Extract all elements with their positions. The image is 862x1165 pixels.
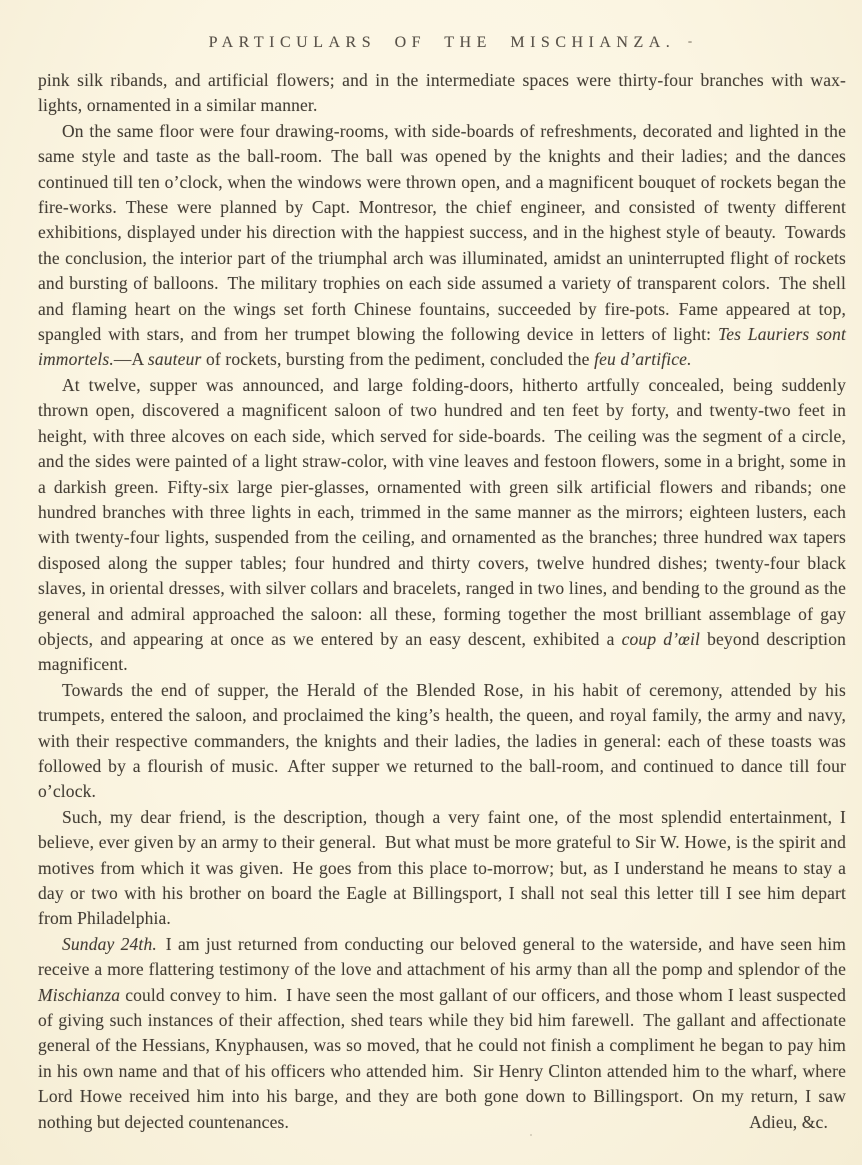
text-segment: —A xyxy=(113,349,148,370)
text-segment: I am just returned from conducting our beloved general to the waterside, and have seen him receive a more flattering testimony of the love and attachment of his army than all the pomp and splendor of the xyxy=(38,933,846,980)
text-segment: At twelve, supper was announced, and large folding-doors, hitherto artfully concealed, being suddenly thrown open, discovered a magnificent saloon of two hundred and ten feet by forty, and twenty-two feet in height, with three alcoves on each side, which served for side-boards. The ceiling was the segment of a circle, and the sides were painted of a light straw-color, with vine leaves and festoon flowers, some in a bright, some in a darkish green. Fifty-six large pier-glasses, ornamented with green silk artificial flowers and ribands; one hundred branches with three lights in each, trimmed in the same manner as the mirrors; eighteen lusters, each with twenty-four lights, suspended from the ceiling, and ornamented as the branches; three hundred wax tapers disposed along the supper tables; four hundred and thirty covers, twelve hundred dishes; twenty-four black slaves, in oriental dresses, with silver collars and bracelets, ranged in two lines, and bending to the ground as the general and admiral approached the saloon: all these, forming together the most brilliant assemblage of gay objects, and appearing at once as we entered by an easy descent, exhibited a xyxy=(38,374,846,649)
text-segment: beyond description magnificent. xyxy=(38,628,846,675)
text-segment: Mischianza xyxy=(38,984,121,1005)
text-segment: pink silk ribands, and artificial flowers; and in the intermediate spaces were thirty-four branches with wax-lights, ornamented in a similar manner. xyxy=(38,70,846,116)
text-segment: Such, my dear friend, is the description, though a very faint one, of the most splendid entertainment, I believe, ever given by an army to their general. But what must be more grateful to Sir W. Howe, is the spirit and motives from which it was given. He goes from this place to-morrow; but, as I understand he means to stay a day or two with his brother on board the Eagle at Billingsport, I shall not seal this letter till I see him depart from Philadelphia. xyxy=(38,806,846,929)
scan-speck xyxy=(530,1134,532,1136)
text-segment: sauteur xyxy=(147,349,202,370)
page-body xyxy=(38,68,846,1135)
text-segment: of rockets, bursting from the pediment, concluded the xyxy=(201,349,595,370)
text-segment: could convey to him. I have seen the most gallant of our officers, and those whom I least suspected of giving such instances of their affection, shed tears while they bid him farewell. The gallant and affectionate general of the Hessians, Knyphausen, was so moved, that he could not finish a compliment he began to pay him in his own name and that of his officers who attended him. Sir Henry Clinton attended him to the wharf, where Lord Howe received him into his barge, and they are both gone down to Billingsport. On my return, I saw nothing but dejected countenances. xyxy=(38,984,846,1132)
text-segment: coup d’œil xyxy=(621,628,701,649)
paragraph xyxy=(38,678,846,805)
text-segment: feu d’artifice. xyxy=(594,349,692,370)
scan-speck xyxy=(688,41,692,43)
text-segment: Tes Lauriers sont immortels. xyxy=(38,324,846,370)
paragraph xyxy=(38,119,846,373)
signoff-text: Adieu, &c. xyxy=(749,1111,828,1132)
text-segment: Towards the end of supper, the Herald of the Blended Rose, in his habit of ceremony, attended by his trumpets, entered the saloon, and proclaimed the king’s health, the queen, and royal family, the army and navy, with their respective commanders, the knights and their ladies, the ladies in general: each of these toasts was followed by a flourish of music. After supper we returned to the ball-room, and continued to dance till four o’clock. xyxy=(38,679,846,802)
paragraph xyxy=(38,932,846,1135)
text-segment: On the same floor were four drawing-rooms, with side-boards of refreshments, decorated and lighted in the same style and taste as the ball-room. The ball was opened by the knights and their ladies; and the dances continued till ten o’clock, when the windows were thrown open, and a magnificent bouquet of rockets began the fire-works. These were planned by Capt. Montresor, the chief engineer, and consisted of twenty different exhibitions, displayed under his direction with the happiest success, and in the highest style of beauty. Towards the conclusion, the interior part of the triumphal arch was illuminated, amidst an uninterrupted flight of rockets and bursting of balloons. The military trophies on each side assumed a variety of transparent colors. The shell and flaming heart on the wings set forth Chinese fountains, succeeded by fire-pots. Fame appeared at top, spangled with stars, and from her trumpet blowing the following device in letters of light: xyxy=(38,120,846,345)
paragraph xyxy=(38,805,846,932)
text-segment: Sunday 24th. xyxy=(62,933,157,954)
page-title: PARTICULARS OF THE MISCHIANZA. xyxy=(208,34,676,51)
paragraph xyxy=(38,373,846,678)
paragraph xyxy=(38,68,846,119)
